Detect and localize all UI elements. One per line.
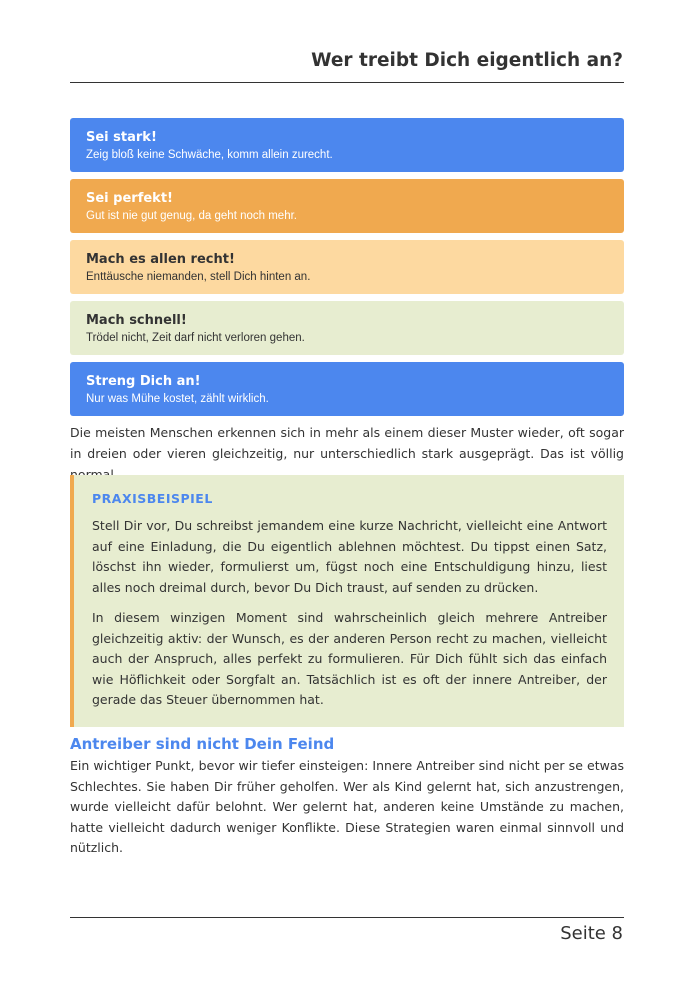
driver-card-title: Mach es allen recht! [86,252,235,267]
driver-card-text: Zeig bloß keine Schwäche, komm allein zurecht. [86,149,333,161]
driver-card-title: Streng Dich an! [86,374,201,389]
driver-card-mach-schnell [70,301,624,355]
example-paragraph: In diesem winzigen Moment sind wahrscheinlich gleich mehrere Antreiber gleichzeitig aktiv: der Wunsch, es der anderen Person recht zu machen, vielleicht auch der Anspruch, alles perfekt zu formulieren. Für Dich fühlt sich das einfach wie Höflichkeit oder Sorgfalt an. Tatsächlich ist es oft der innere Antreiber, der gerade das Steuer übernommen hat. [92,610,607,707]
driver-card-sei-perfekt [70,179,624,233]
driver-card-title: Sei perfekt! [86,191,173,206]
footer-divider [70,917,624,918]
driver-card-title: Sei stark! [86,130,157,145]
driver-card-text: Trödel nicht, Zeit darf nicht verloren gehen. [86,332,305,344]
example-paragraph: Stell Dir vor, Du schreibst jemandem eine kurze Nachricht, vielleicht eine Antwort auf eine Einladung, die Du eigentlich ablehnen möchtest. Du tippst einen Satz, löschst ihn wieder, formulierst um, fügst noch eine Entschuldigung hinzu, liest alles noch dreimal durch, bevor Du Dich traust, auf senden zu drücken. [92,518,607,595]
header-divider [70,82,624,83]
driver-card-streng-dich-an [70,362,624,416]
intro-paragraph: Die meisten Menschen erkennen sich in mehr als einem dieser Muster wieder, oft sogar in dreien oder vieren gleichzeitig, nur unterschiedlich stark ausgeprägt. Das ist völlig [70,425,624,461]
driver-card-text: Nur was Mühe kostet, zählt wirklich. [86,393,269,405]
driver-card-text: Enttäusche niemanden, stell Dich hinten an. [86,271,311,283]
section-heading: Antreiber sind nicht Dein Feind [70,735,335,753]
driver-card-text: Gut ist nie gut genug, da geht noch mehr. [86,210,297,222]
driver-card-list [70,118,624,423]
driver-card-mach-es-allen-recht [70,240,624,294]
driver-card-sei-stark [70,118,624,172]
section-paragraph: Ein wichtiger Punkt, bevor wir tiefer einsteigen: Innere Antreiber sind nicht per se etwas Schlechtes. Sie haben Dir früher geholfen. Wer als Kind gelernt hat, sich anzustrengen, wurde vielleicht dafür belohnt. Wer gelernt hat, anderen keine Umstände zu machen, hatte vielleicht dadurch weniger Konflikte. Diese Strategien waren einmal sinnvoll und nützlich. [70,758,624,855]
driver-card-title: Mach schnell! [86,313,187,328]
page-number: Seite 8 [560,923,623,944]
example-label: PRAXISBEISPIEL [92,491,213,506]
page-title: Wer treibt Dich eigentlich an? [311,50,623,71]
example-callout [70,475,624,727]
